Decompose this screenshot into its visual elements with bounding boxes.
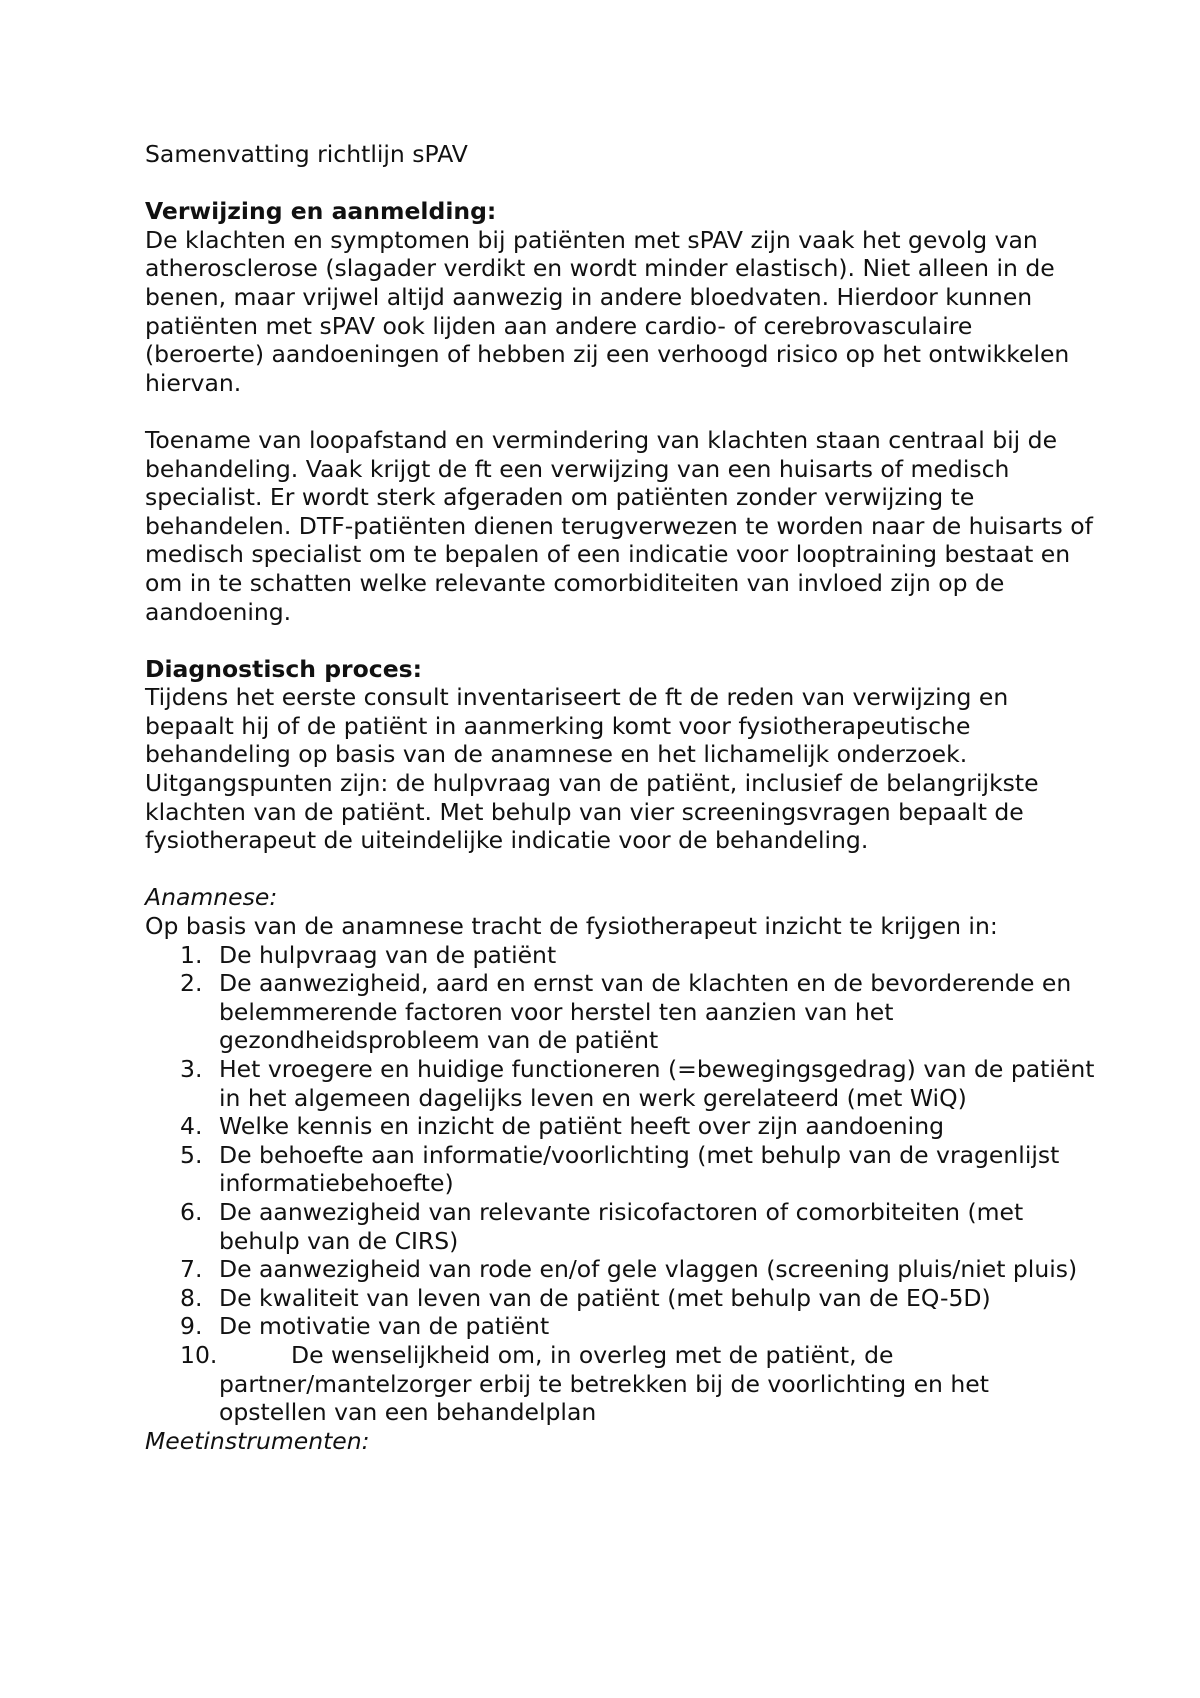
list-item [145, 1198, 1095, 1255]
document-page [145, 140, 1095, 1455]
document-title: Samenvatting richtlijn sPAV [145, 140, 468, 168]
spacer [145, 397, 1095, 426]
list-item-number: 10. [180, 1340, 218, 1369]
list-item-text: Het vroegere en huidige functioneren (=bewegingsgedrag) van de patiënt in het algemeen dagelijks leven en werk gerelateerd (met WiQ) [219, 1055, 1095, 1112]
list-item [145, 1141, 1095, 1198]
list-item-text: De aanwezigheid van rode en/of gele vlaggen (screening pluis/niet pluis) [219, 1255, 1078, 1284]
spacer [145, 169, 1095, 198]
list-item [145, 1255, 1095, 1284]
paragraph-verwijzing-1: De klachten en symptomen bij patiënten met sPAV zijn vaak het gevolg van atherosclerose (slagader verdikt en wordt minder elastisch). Niet alleen in de benen, maar vrijwel altijd aanwezig in andere bloedvaten. Hierdoor kunnen patiënten met sPAV ook lijden aan andere cardio- of cerebrovasculaire (beroerte) aandoeningen of hebben zij een verhoogd risico op het ontwikkelen hiervan. [145, 225, 1070, 397]
list-item-number: 9. [180, 1312, 203, 1341]
list-item-number: 6. [180, 1197, 203, 1226]
anamnese-list [145, 941, 1095, 1427]
list-item-text: Welke kennis en inzicht de patiënt heeft over zijn aandoening [219, 1112, 945, 1141]
list-item [145, 941, 1095, 970]
spacer [145, 626, 1095, 655]
list-item-text: De behoefte aan informatie/voorlichting (met behulp van de vragenlijst informatiebehoefte) [219, 1140, 1060, 1198]
section-heading-diagnostisch: Diagnostisch proces: [145, 654, 423, 683]
subheading-anamnese: Anamnese: [145, 883, 278, 912]
list-item-text: De kwaliteit van leven van de patiënt (met behulp van de EQ-5D) [219, 1283, 991, 1312]
list-item [145, 969, 1095, 1055]
list-item [145, 1284, 1095, 1313]
anamnese-intro: Op basis van de anamnese tracht de fysiotherapeut inzicht te krijgen in: [145, 912, 998, 941]
list-item-text: De hulpvraag van de patiënt [219, 940, 557, 969]
spacer [145, 855, 1095, 884]
list-item [145, 1341, 1095, 1427]
list-item-number: 7. [180, 1255, 203, 1284]
list-item-number: 8. [180, 1283, 203, 1312]
list-item-text: De aanwezigheid, aard en ernst van de klachten en de bevorderende en belemmerende factoren voor herstel ten aanzien van het gezondheidsprobleem van de patiënt [219, 969, 1072, 1055]
list-item [145, 1112, 1095, 1141]
list-item-number: 3. [180, 1055, 203, 1083]
list-item-text: De motivatie van de patiënt [219, 1312, 550, 1341]
list-item [145, 1312, 1095, 1341]
list-item-number: 1. [180, 940, 203, 969]
list-item-number: 4. [180, 1112, 203, 1141]
list-item-number: 5. [180, 1140, 203, 1169]
subheading-meetinstrumenten: Meetinstrumenten: [145, 1426, 370, 1455]
paragraph-diagnostisch-1: Tijdens het eerste consult inventariseert de ft de reden van verwijzing en bepaalt hij of de patiënt in aanmerking komt voor fysiotherapeutische behandeling op basis van de anamnese en het lichamelijk onderzoek. Uitgangspunten zijn: de hulpvraag van de patiënt, inclusief de belangrijkste klachten van de patiënt. Met behulp van vier screeningsvragen bepaalt de fysiotherapeut de uiteindelijke indicatie voor de behandeling. [145, 683, 1039, 855]
list-item [145, 1055, 1095, 1112]
section-heading-verwijzing: Verwijzing en aanmelding: [145, 197, 497, 226]
list-item-text: De wenselijkheid om, in overleg met de patiënt, de partner/mantelzorger erbij te betrekken bij de voorlichting en het opstellen van een behandelplan [219, 1340, 989, 1427]
list-item-number: 2. [180, 969, 203, 998]
list-item-text: De aanwezigheid van relevante risicofactoren of comorbiteiten (met behulp van de CIRS) [219, 1197, 1024, 1255]
paragraph-verwijzing-2: Toename van loopafstand en vermindering van klachten staan centraal bij de behandeling. Vaak krijgt de ft een verwijzing van een huisarts of medisch specialist. Er wordt sterk afgeraden om patiënten zonder verwijzing te behandelen. DTF-patiënten dienen terugverwezen te worden naar de huisarts of medisch specialist om te bepalen of een indicatie voor looptraining bestaat en om in te schatten welke relevante comorbiditeiten van invloed zijn op de aandoening. [145, 425, 1093, 626]
